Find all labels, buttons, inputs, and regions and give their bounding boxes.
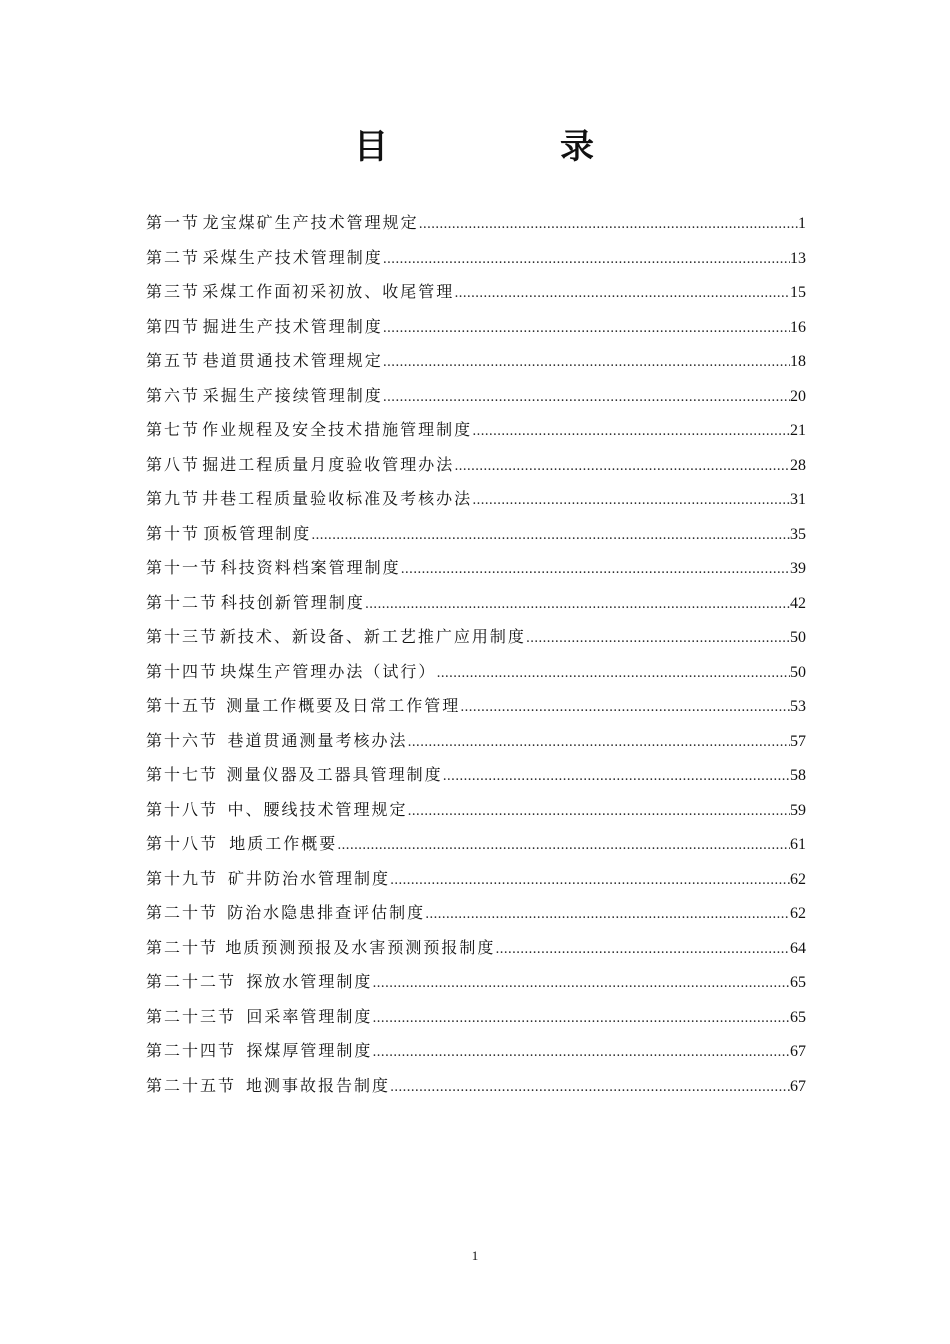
toc-entry-page: 58 (790, 767, 806, 784)
toc-entry[interactable] (146, 482, 806, 517)
toc-entry-heading: 掘进生产技术管理制度 (202, 316, 383, 336)
toc-dot-leader (495, 933, 790, 968)
toc-entry-page: 39 (790, 560, 806, 577)
toc-entry-page: 35 (790, 525, 806, 543)
toc-entry-heading: 测量仪器及工器具管理制度 (226, 765, 443, 784)
toc-entry-heading: 井巷工程质量验收标准及考核办法 (202, 489, 473, 508)
title-char-mu: 目 (354, 127, 388, 167)
toc-dot-leader (443, 760, 790, 795)
toc-entry-page: 31 (790, 491, 806, 508)
toc-entry-label: 第四节 (146, 316, 201, 336)
toc-entry-page: 53 (790, 698, 806, 715)
toc-entry[interactable] (146, 413, 806, 448)
toc-entry-label: 第六节 (146, 385, 201, 405)
toc-entry-heading: 作业规程及安全技术措施管理制度 (202, 420, 473, 439)
toc-dot-leader (436, 657, 790, 692)
toc-dot-leader (365, 588, 790, 623)
toc-entry-heading: 探放水管理制度 (246, 972, 373, 991)
toc-entry-page: 62 (790, 870, 806, 888)
toc-entry-page: 61 (790, 836, 806, 853)
toc-entry-heading: 地测事故报告制度 (245, 1075, 390, 1095)
toc-entry-heading: 地质工作概要 (229, 834, 338, 853)
toc-dot-leader (408, 726, 790, 761)
toc-dot-leader (372, 967, 790, 1002)
toc-entry-page: 13 (790, 249, 806, 267)
toc-entry-page: 65 (790, 974, 806, 991)
toc-dot-leader (454, 277, 790, 312)
toc-dot-leader (419, 208, 798, 243)
page-number: 1 (471, 1248, 479, 1263)
toc-entry[interactable] (146, 344, 806, 379)
toc-entry-label: 第十八节 (146, 834, 219, 853)
toc-entry-page: 65 (790, 1008, 806, 1026)
toc-entry-heading: 采煤工作面初采初放、收尾管理 (202, 282, 455, 301)
toc-dot-leader (372, 1002, 790, 1037)
toc-entry-heading: 巷道贯通测量考核办法 (227, 730, 408, 750)
toc-entry[interactable] (146, 379, 806, 414)
toc-entry[interactable] (146, 1069, 806, 1104)
toc-entry-page: 67 (790, 1043, 806, 1060)
toc-entry-label: 第十五节 (146, 696, 219, 715)
toc-entry-heading: 掘进工程质量月度验收管理办法 (202, 454, 455, 474)
toc-dot-leader (472, 415, 790, 450)
toc-entry-heading: 顶板管理制度 (203, 523, 312, 543)
toc-entry-label: 第五节 (146, 351, 201, 370)
toc-entry-page: 59 (790, 801, 806, 819)
toc-title (0, 122, 950, 172)
toc-entry-label: 第十一节 (146, 558, 219, 577)
toc-entry-page: 1 (798, 215, 806, 232)
toc-dot-leader (526, 622, 790, 657)
toc-entry-page: 64 (790, 939, 806, 957)
toc-entry[interactable] (146, 862, 806, 897)
toc-entry-page: 28 (790, 456, 806, 474)
toc-entry-heading: 采掘生产接续管理制度 (202, 385, 383, 405)
toc-entry-label: 第二十四节 (146, 1041, 237, 1060)
toc-dot-leader (383, 312, 790, 347)
toc-entry-page: 67 (790, 1077, 806, 1095)
toc-dot-leader (383, 381, 790, 416)
title-char-lu: 录 (560, 127, 594, 167)
toc-entry-page: 20 (790, 387, 806, 405)
toc-entry-page: 15 (790, 284, 806, 301)
toc-dot-leader (425, 898, 790, 933)
toc-entry-heading: 科技创新管理制度 (220, 592, 365, 612)
toc-dot-leader (311, 519, 790, 554)
toc-entry-label: 第一节 (146, 213, 201, 232)
toc-entry-label: 第九节 (146, 489, 201, 508)
toc-entry-page: 57 (790, 732, 806, 750)
toc-entry[interactable] (146, 931, 806, 966)
toc-entry-label: 第十六节 (146, 730, 219, 750)
toc-entry-label: 第二十三节 (146, 1006, 237, 1026)
toc-entry-label: 第十七节 (146, 765, 219, 784)
toc-entry[interactable] (146, 793, 806, 828)
toc-entry[interactable] (146, 965, 806, 1000)
toc-entry-page: 50 (790, 629, 806, 646)
toc-dot-leader (383, 346, 790, 381)
toc-entry-heading: 防治水隐患排查评估制度 (227, 903, 426, 922)
toc-entry[interactable] (146, 655, 806, 690)
toc-entry-page: 62 (790, 905, 806, 922)
toc-entry-label: 第二十二节 (146, 972, 237, 991)
toc-entry-label: 第十节 (146, 523, 201, 543)
toc-entry-page: 42 (790, 594, 806, 612)
toc-entry[interactable] (146, 517, 806, 552)
toc-dot-leader (390, 1071, 790, 1106)
toc-entry-heading: 探煤厚管理制度 (246, 1041, 373, 1060)
toc-entry[interactable] (146, 206, 806, 241)
toc-entry-page: 50 (790, 663, 806, 681)
toc-entry-heading: 块煤生产管理办法（试行） (220, 661, 437, 681)
toc-entry[interactable] (146, 448, 806, 483)
toc-entry-heading: 矿井防治水管理制度 (227, 868, 390, 888)
toc-entry-label: 第二十节 (146, 937, 219, 957)
toc-dot-leader (390, 864, 790, 899)
toc-dot-leader (401, 553, 790, 588)
toc-entry-heading: 回采率管理制度 (246, 1006, 373, 1026)
toc-entry-heading: 中、腰线技术管理规定 (227, 799, 408, 819)
toc-entry[interactable] (146, 1034, 806, 1069)
toc-entry-label: 第十二节 (146, 592, 219, 612)
toc-entry[interactable] (146, 758, 806, 793)
toc-entry-label: 第十九节 (146, 868, 219, 888)
toc-dot-leader (408, 795, 790, 830)
toc-dot-leader (383, 243, 790, 278)
toc-dot-leader (454, 450, 790, 485)
toc-entry-label: 第二节 (146, 247, 201, 267)
toc-entry-label: 第二十五节 (146, 1075, 237, 1095)
toc-entry-label: 第二十节 (146, 903, 219, 922)
toc-entry-label: 第三节 (146, 282, 201, 301)
toc-entry[interactable] (146, 241, 806, 276)
toc-dot-leader (472, 484, 790, 519)
toc-entry[interactable] (146, 275, 806, 310)
toc-entry-label: 第七节 (146, 420, 201, 439)
toc-entry-page: 18 (790, 353, 806, 370)
toc-entry-label: 第十三节 (146, 627, 219, 646)
toc-entry[interactable] (146, 551, 806, 586)
toc-entry-label: 第十四节 (146, 661, 219, 681)
toc-entry[interactable] (146, 724, 806, 759)
toc-entry[interactable] (146, 620, 806, 655)
toc-entry-page: 21 (790, 422, 806, 439)
toc-entry[interactable] (146, 827, 806, 862)
toc-entry-label: 第十八节 (146, 799, 219, 819)
toc-entry-heading: 新技术、新设备、新工艺推广应用制度 (219, 627, 526, 646)
toc-entry-heading: 采煤生产技术管理制度 (202, 247, 383, 267)
toc-entry[interactable] (146, 586, 806, 621)
toc-entry-heading: 地质预测预报及水害预测预报制度 (225, 937, 496, 957)
toc-dot-leader (372, 1036, 790, 1071)
toc-entry[interactable] (146, 689, 806, 724)
toc-entry-label: 第八节 (146, 454, 201, 474)
toc-dot-leader (460, 691, 790, 726)
toc-entry-page: 16 (790, 318, 806, 336)
toc-entry-heading: 龙宝煤矿生产技术管理规定 (202, 213, 419, 232)
toc-entry-heading: 科技资料档案管理制度 (220, 558, 401, 577)
toc-entry[interactable] (146, 310, 806, 345)
toc-entry[interactable] (146, 896, 806, 931)
table-of-contents (146, 206, 806, 1103)
toc-entry[interactable] (146, 1000, 806, 1035)
toc-entry-heading: 巷道贯通技术管理规定 (202, 351, 383, 370)
toc-entry-heading: 测量工作概要及日常工作管理 (226, 696, 461, 715)
toc-dot-leader (337, 829, 790, 864)
